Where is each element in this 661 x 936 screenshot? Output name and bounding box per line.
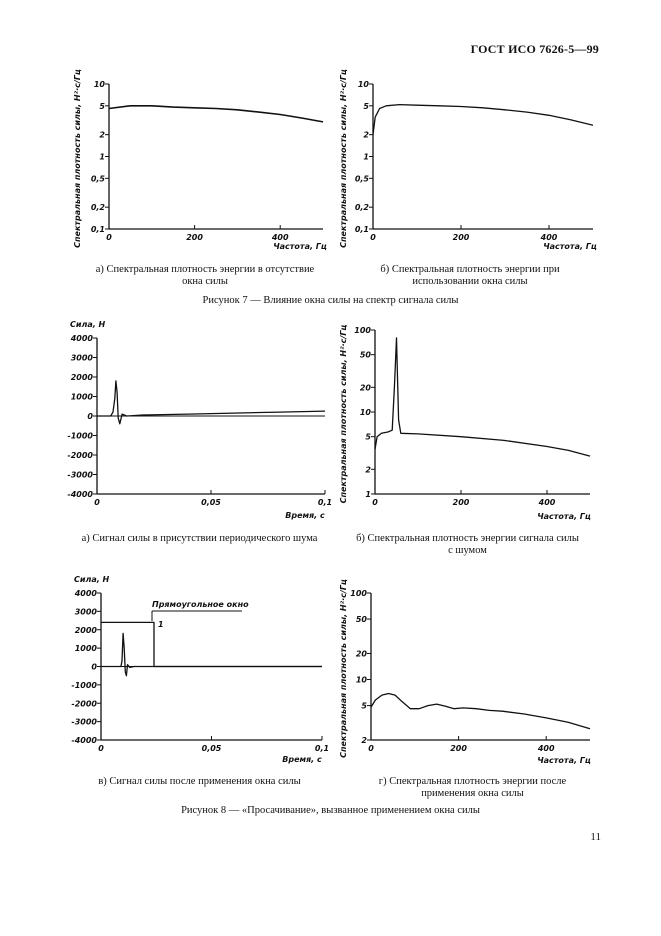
fig7a-y-tick-label: 1	[99, 152, 105, 162]
fig8b-y-tick-label: 5	[365, 432, 371, 442]
fig8a-y-tick-label: 3000	[70, 353, 93, 363]
fig8a-y-tick-label: -2000	[67, 451, 93, 460]
caption-line: применения окна силы	[421, 788, 524, 799]
window-callout: 1	[158, 620, 164, 629]
fig7b-y-tick-label: 0,5	[354, 174, 369, 184]
fig8d-y-tick-label: 100	[350, 589, 367, 598]
fig8d-x-tick-label: 200	[450, 744, 467, 753]
fig7b-y-tick-label: 5	[363, 101, 369, 111]
fig8d-y-tick-label: 10	[355, 675, 367, 685]
fig8c-caption	[72, 776, 327, 788]
fig8d-y-label: Спектральная плотность силы, Н²·с/Гц	[339, 579, 348, 758]
page-number: 11	[590, 831, 601, 843]
fig8d-y-tick-label: 20	[355, 649, 367, 659]
fig7a-y-tick-label: 5	[99, 101, 105, 111]
caption-line: в) Сигнал силы после применения окна силы	[98, 776, 301, 787]
fig8a-y-tick-label: -1000	[67, 431, 93, 441]
fig8c-y-tick-label: 4000	[74, 589, 97, 598]
fig8c-x-tick-label: 0,05	[201, 744, 222, 753]
fig8a-caption	[62, 533, 337, 545]
fig8c-y-label: Сила, Н	[74, 575, 110, 584]
fig8c-y-tick-label: -3000	[71, 717, 97, 727]
fig8c-x-tick-label: 0,1	[314, 744, 330, 753]
caption-line: б) Спектральная плотность энергии при	[380, 264, 560, 275]
fig7b-y-tick-label: 0,2	[354, 203, 369, 213]
fig7a-y-tick-label: 0,5	[90, 174, 105, 184]
fig8a-y-label: Сила, Н	[70, 320, 106, 329]
caption-line: а) Спектральная плотность энергии в отсутствие	[95, 264, 315, 275]
fig8c-series-0-line	[101, 633, 322, 675]
fig8c-y-tick-label: -2000	[71, 699, 97, 709]
fig8b-x-label: Частота, Гц	[537, 512, 591, 521]
fig8d-y-tick-label: 50	[355, 615, 367, 625]
caption-line: с шумом	[448, 545, 487, 556]
fig8c-series-1-line	[101, 622, 322, 666]
fig7a-caption	[70, 264, 340, 288]
caption-line: а) Сигнал силы в присутствии периодического шума	[81, 533, 318, 544]
fig8b-caption	[340, 533, 595, 557]
fig7a-y-tick-label: 10	[93, 80, 105, 89]
fig8a-x-tick-label: 0,05	[201, 498, 221, 507]
fig8d-y-tick-label: 2	[361, 736, 367, 745]
fig8c-y-tick-label: -4000	[71, 736, 97, 745]
fig8a-y-tick-label: 2000	[70, 373, 93, 382]
fig7b-y-tick-label: 0,1	[354, 225, 369, 234]
fig8d-caption	[350, 776, 595, 800]
fig7a-y-tick-label: 2	[99, 130, 105, 140]
fig8d-x-tick-label: 0	[368, 744, 374, 753]
fig8c-y-tick-label: 1000	[74, 644, 97, 654]
fig7b-x-label: Частота, Гц	[543, 242, 597, 251]
fig7b-y-label: Спектральная плотность силы, Н²·с/Гц	[339, 69, 348, 248]
fig8c-y-tick-label: 3000	[74, 607, 97, 617]
fig8b-y-tick-label: 10	[359, 408, 371, 417]
fig8c-y-tick-label: 0	[91, 662, 97, 672]
figure7-caption: Рисунок 7 — Влияние окна силы на спектр сигнала силы	[202, 295, 459, 306]
fig7b-x-tick-label: 400	[540, 233, 558, 242]
fig8b-x-tick-label: 0	[372, 498, 378, 507]
fig8b-y-tick-label: 2	[365, 465, 371, 475]
fig7b-y-tick-label: 1	[363, 152, 369, 162]
fig8b-y-tick-label: 50	[359, 350, 371, 360]
fig7b-x-tick-label: 0	[370, 233, 376, 242]
fig7b-caption	[345, 264, 595, 288]
fig8a-series-0-line	[97, 381, 325, 424]
fig8a-y-tick-label: 0	[87, 412, 93, 421]
fig7a-y-label: Спектральная плотность силы, Н²·с/Гц	[73, 69, 82, 248]
fig8b-y-tick-label: 1	[365, 490, 371, 499]
fig8a-x-tick-label: 0	[94, 498, 100, 507]
fig8d-x-label: Частота, Гц	[537, 756, 591, 765]
fig8d-series-0-line	[371, 694, 590, 729]
document-header: ГОСТ ИСО 7626-5—99	[470, 42, 599, 56]
fig8a-y-tick-label: -4000	[67, 490, 93, 499]
fig8b-x-tick-label: 200	[452, 498, 470, 507]
fig8c-y-tick-label: -1000	[71, 680, 97, 690]
fig8a-y-tick-label: 4000	[70, 334, 93, 343]
fig7a-x-tick-label: 200	[186, 233, 203, 242]
fig7a-y-tick-label: 0,1	[90, 225, 105, 234]
fig8a-x-label: Время, с	[285, 511, 325, 520]
fig8d-y-tick-label: 5	[361, 701, 367, 711]
caption-line: окна силы	[182, 276, 228, 287]
fig8c-x-label: Время, с	[282, 755, 322, 764]
fig7b-series-0-line	[373, 105, 593, 135]
fig7b-y-tick-label: 10	[357, 80, 369, 89]
fig7a-series-0-line	[109, 106, 323, 122]
caption-line: использовании окна силы	[412, 276, 528, 287]
fig8c-y-tick-label: 2000	[74, 625, 97, 635]
fig7b-y-tick-label: 2	[363, 130, 369, 140]
fig8a-y-tick-label: 1000	[70, 392, 93, 402]
fig8c-x-tick-label: 0	[98, 744, 104, 753]
fig8b-series-0-line	[375, 338, 590, 456]
fig8b-y-label: Спектральная плотность силы, Н²·с/Гц	[339, 324, 348, 504]
figure8-caption: Рисунок 8 — «Просачивание», вызванное применением окна силы	[181, 805, 480, 816]
fig8a-y-tick-label: -3000	[67, 470, 93, 480]
caption-line: б) Спектральная плотность энергии сигнала силы	[356, 533, 579, 544]
fig7a-x-tick-label: 0	[106, 233, 112, 242]
fig7a-x-label: Частота, Гц	[273, 242, 327, 251]
fig8b-y-tick-label: 100	[354, 326, 371, 335]
fig8b-y-tick-label: 20	[359, 383, 371, 393]
fig8d-x-tick-label: 400	[537, 744, 555, 753]
fig7a-y-tick-label: 0,2	[90, 203, 105, 213]
fig8a-x-tick-label: 0,1	[317, 498, 333, 507]
window-label: Прямоугольное окно	[152, 600, 249, 609]
fig8b-x-tick-label: 400	[538, 498, 556, 507]
fig7a-x-tick-label: 400	[271, 233, 289, 242]
fig7b-x-tick-label: 200	[452, 233, 470, 242]
caption-line: г) Спектральная плотность энергии после	[378, 776, 567, 787]
